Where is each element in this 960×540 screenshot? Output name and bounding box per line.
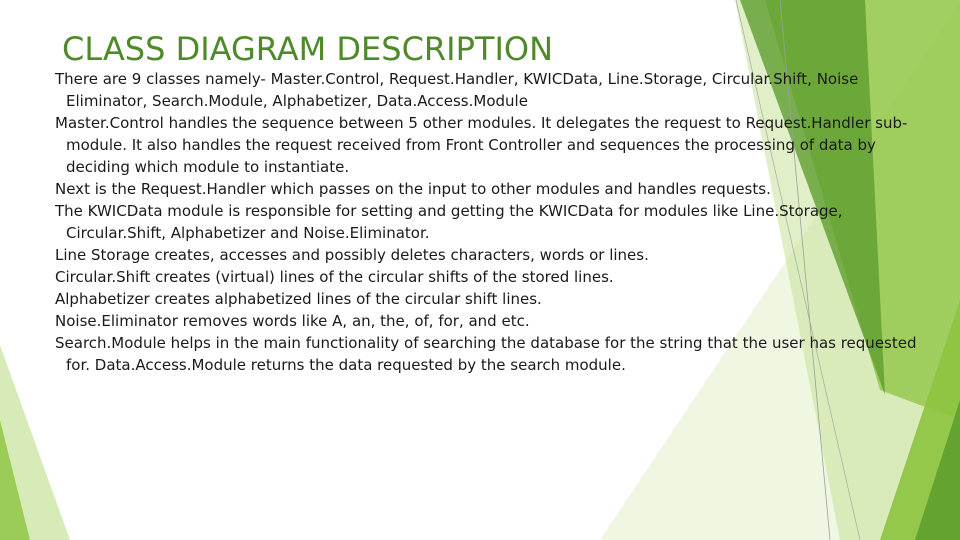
paragraph-alphabetizer: Alphabetizer creates alphabetized lines of the circular shift lines. (55, 290, 542, 308)
description-body (55, 68, 935, 376)
paragraph-master-control: Master.Control handles the sequence between 5 other modules. It delegates the request to Request.Handler sub-module. It also handles the request received from Front Controller and sequences the processing of data by deciding which module to instantiate. (55, 114, 908, 176)
paragraph-line-storage: Line Storage creates, accesses and possibly deletes characters, words or lines. (55, 246, 649, 264)
paragraph-noise-eliminator: Noise.Eliminator removes words like A, an, the, of, for, and etc. (55, 312, 530, 330)
paragraph-search-module: Search.Module helps in the main functionality of searching the database for the string that the user has requested for. Data.Access.Module returns the data requested by the search module. (55, 334, 917, 374)
paragraph-request-handler: Next is the Request.Handler which passes on the input to other modules and handles requests. (55, 180, 771, 198)
paragraph-classes-list: There are 9 classes namely- Master.Control, Request.Handler, KWICData, Line.Storage, Circular.Shift, Noise Eliminator, Search.Module, Alphabetizer, Data.Access.Module (55, 70, 859, 110)
paragraph-kwicdata: The KWICData module is responsible for setting and getting the KWICData for modules like Line.Storage, Circular.Shift, Alphabetizer and Noise.Eliminator. (55, 202, 843, 242)
slide-title: CLASS DIAGRAM DESCRIPTION (62, 30, 553, 68)
paragraph-circular-shift: Circular.Shift creates (virtual) lines of the circular shifts of the stored lines. (55, 268, 614, 286)
